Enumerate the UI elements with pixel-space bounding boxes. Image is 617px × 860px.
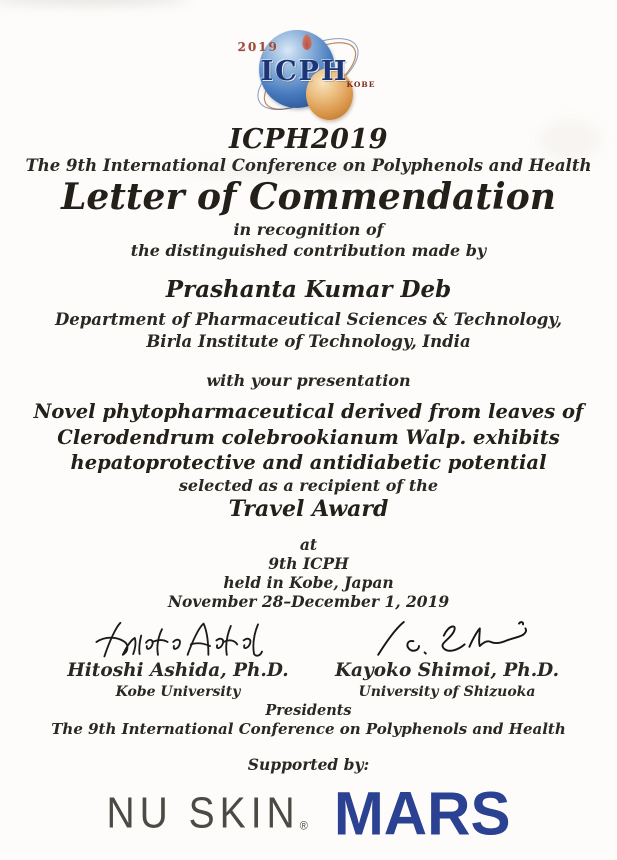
recipient-affiliation-2: Birla Institute of Technology, India: [146, 331, 471, 351]
nuskin-logo: [107, 789, 308, 838]
presentation-title-line-1: Novel phytopharmaceutical derived from leaves of: [33, 400, 584, 424]
presidents-label: Presidents: [265, 702, 352, 720]
recipient-name: Prashanta Kumar Deb: [165, 275, 452, 303]
signatory-affiliation: University of Shizuoka: [358, 683, 536, 700]
logo-red-emblem-icon: [302, 34, 312, 50]
signature-ashida-icon: [72, 618, 284, 662]
signature-shimoi-icon: [347, 618, 547, 662]
venue-at: at: [299, 534, 318, 554]
recipient-affiliation-1: Department of Pharmaceutical Sciences & Technology,: [54, 310, 563, 330]
supported-by-label: Supported by:: [247, 755, 370, 775]
nuskin-wordmark: NU SKIN: [106, 789, 300, 838]
presidents-organization: The 9th International Conference on Polyphenols and Health: [51, 719, 566, 738]
logo-city: KOBE: [346, 80, 376, 89]
icph-conference-logo: [234, 28, 384, 120]
registered-trademark-icon: ®: [299, 819, 308, 833]
award-intro: selected as a recipient of the: [178, 476, 439, 496]
logo-acronym: ICPH: [260, 56, 349, 87]
signatory-shimoi: [321, 618, 573, 701]
mars-logo: MARS: [333, 779, 511, 849]
presentation-title-line-3: hepatoprotective and antidiabetic potential: [70, 451, 547, 475]
signatory-name: Hitoshi Ashida, Ph.D.: [67, 660, 289, 682]
presentation-title: [0, 399, 617, 475]
conference-name: The 9th International Conference on Polyphenols and Health: [25, 156, 592, 176]
signatory-affiliation: Kobe University: [115, 683, 241, 700]
venue-location: held in Kobe, Japan: [223, 572, 394, 592]
signature-row: [0, 618, 617, 701]
presentation-intro: with your presentation: [206, 370, 411, 390]
award-name: Travel Award: [228, 496, 389, 523]
conference-code: ICPH2019: [228, 124, 389, 155]
signatory-ashida: [52, 618, 304, 701]
document-title: Letter of Commendation: [61, 176, 556, 219]
scan-smudge: [0, 0, 190, 4]
venue-dates: November 28–December 1, 2019: [167, 591, 450, 611]
recognition-line-1: in recognition of: [233, 220, 384, 240]
sponsor-logos: [0, 779, 617, 848]
logo-year: 2019: [237, 40, 279, 54]
venue-event: 9th ICPH: [268, 553, 349, 573]
recognition-line-2: the distinguished contribution made by: [130, 240, 487, 260]
signatory-name: Kayoko Shimoi, Ph.D.: [334, 660, 560, 682]
presentation-title-line-2: Clerodendrum colebrookianum Walp. exhibits: [57, 425, 560, 449]
